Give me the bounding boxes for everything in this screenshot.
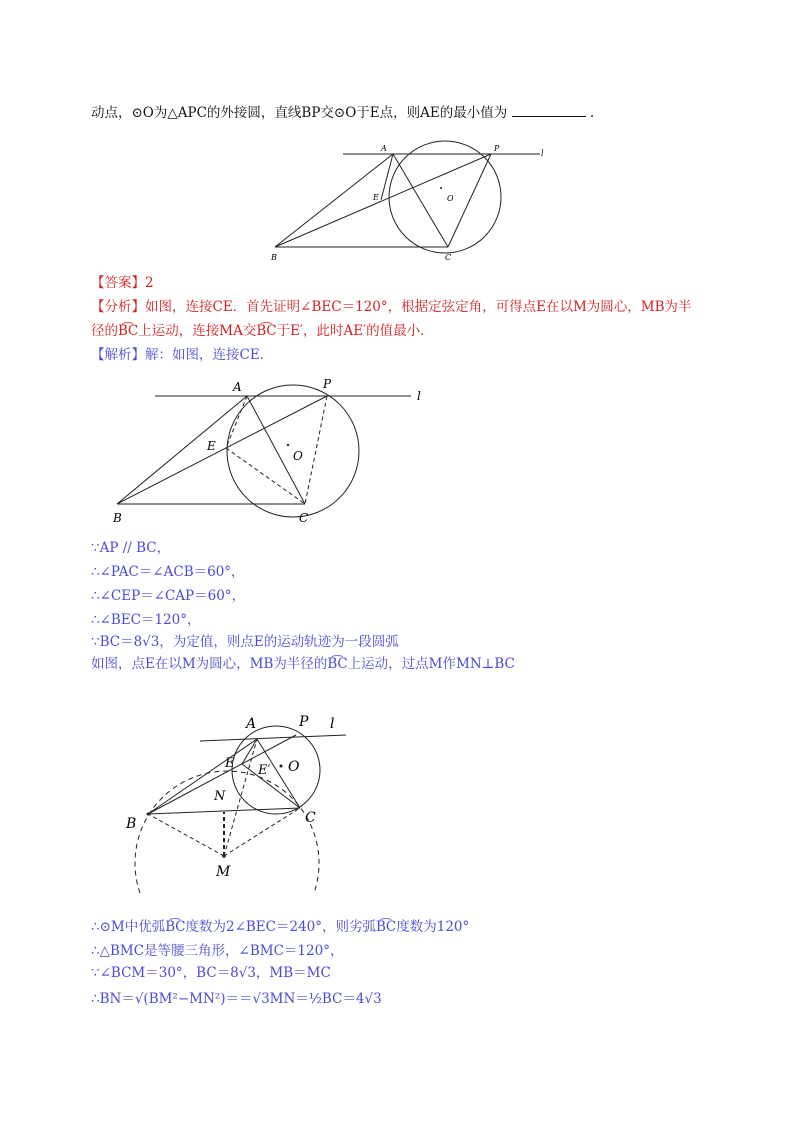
segment-mb-dashed — [148, 814, 224, 856]
figure-3 — [118, 708, 368, 898]
step-line-5 — [91, 633, 399, 651]
analysis-line-1 — [91, 298, 692, 316]
circle-o — [389, 141, 501, 253]
step-text: ∴∠PAC＝∠ACB＝60°， — [91, 564, 245, 580]
answer-blank — [512, 103, 586, 117]
step2-line-3 — [91, 964, 331, 982]
step-line-3 — [91, 587, 245, 605]
label-p: P — [323, 377, 332, 391]
step-line-4 — [91, 611, 201, 629]
label-n: N — [214, 789, 226, 804]
step-line-6 — [91, 655, 515, 673]
label-o: O — [447, 194, 454, 203]
label-e: E — [373, 193, 379, 202]
label-e-prime: E′ — [258, 763, 271, 778]
label-b: B — [126, 816, 137, 832]
step2-line-2 — [91, 942, 343, 960]
label-e: E — [207, 439, 216, 453]
line-l — [200, 735, 346, 741]
step-line-2 — [91, 563, 245, 581]
label-l: l — [541, 149, 544, 158]
analysis-tag: 【分析】 — [91, 299, 145, 315]
label-o: O — [288, 759, 300, 775]
step-text: ∵BC＝8√3，为定值，则点E的运动轨迹为一段圆弧 — [91, 634, 399, 650]
analysis-text-2: 径的B͡C上运动，连接MA交B͡C于E′，此时AE′的值最小． — [91, 323, 434, 339]
segment-pc — [448, 154, 491, 247]
label-l: l — [330, 716, 335, 732]
question-line — [91, 103, 594, 122]
step-text: ∴BN＝√(BM²−MN²)＝＝√3MN＝½BC＝4√3 — [91, 991, 382, 1007]
label-p: P — [494, 144, 500, 153]
figure-2 — [105, 372, 435, 532]
answer-tag: 【答案】 — [91, 275, 145, 291]
point-b — [147, 813, 150, 816]
label-a: A — [233, 380, 242, 394]
question-end: . — [589, 105, 595, 121]
segment-ae — [381, 154, 393, 200]
point-m — [222, 854, 226, 858]
label-m: M — [216, 864, 231, 880]
center-dot — [440, 187, 442, 189]
question-text: 动点，⊙O为△APC的外接圆，直线BP交⊙O于E点，则AE的最小值为 — [91, 105, 508, 121]
step2-line-4 — [91, 990, 382, 1008]
step-text: ∵AP // BC， — [91, 540, 171, 556]
answer-line — [91, 274, 154, 292]
step-text: ∴△BMC是等腰三角形，∠BMC＝120°， — [91, 943, 344, 959]
label-b: B — [271, 253, 277, 262]
center-dot — [280, 765, 283, 768]
label-a: A — [246, 716, 257, 732]
step-text: ∴⊙M中优弧B͡C度数为2∠BEC＝240°，则劣弧B͡C度数为120° — [91, 919, 470, 935]
center-dot — [287, 444, 289, 446]
label-c: C — [445, 253, 452, 262]
solution-tag: 【解析】 — [91, 347, 145, 363]
answer-value: 2 — [145, 275, 154, 291]
solution-line — [91, 346, 273, 364]
segment-ac — [393, 154, 448, 247]
segment-pc-dashed — [305, 396, 327, 504]
step2-line-1 — [91, 918, 469, 936]
segment-ba — [148, 739, 257, 814]
label-l: l — [417, 389, 421, 403]
step-text: ∴∠BEC＝120°， — [91, 612, 201, 628]
label-c: C — [299, 511, 309, 525]
step-text: ∵∠BCM＝30°，BC＝8√3，MB＝MC — [91, 965, 331, 981]
segment-bp — [275, 154, 491, 247]
solution-intro: 解：如图，连接CE． — [145, 347, 274, 363]
label-c: C — [305, 810, 316, 826]
label-a: A — [381, 144, 387, 153]
analysis-line-2 — [91, 322, 434, 340]
step-line-1 — [91, 539, 170, 557]
figure-1 — [265, 140, 555, 265]
analysis-text-1: 如图，连接CE．首先证明∠BEC＝120°，根据定弦定角，可得点E在以M为圆心，MB为半 — [145, 299, 692, 315]
label-p: P — [299, 714, 309, 730]
step-text: 如图，点E在以M为圆心，MB为半径的B͡C上运动，过点M作MN⊥BC — [91, 656, 515, 672]
step-text: ∴∠CEP＝∠CAP＝60°， — [91, 588, 246, 604]
label-b: B — [113, 511, 122, 525]
label-o: O — [293, 449, 303, 463]
segment-ae-dashed — [226, 396, 247, 448]
label-e: E — [225, 756, 235, 771]
